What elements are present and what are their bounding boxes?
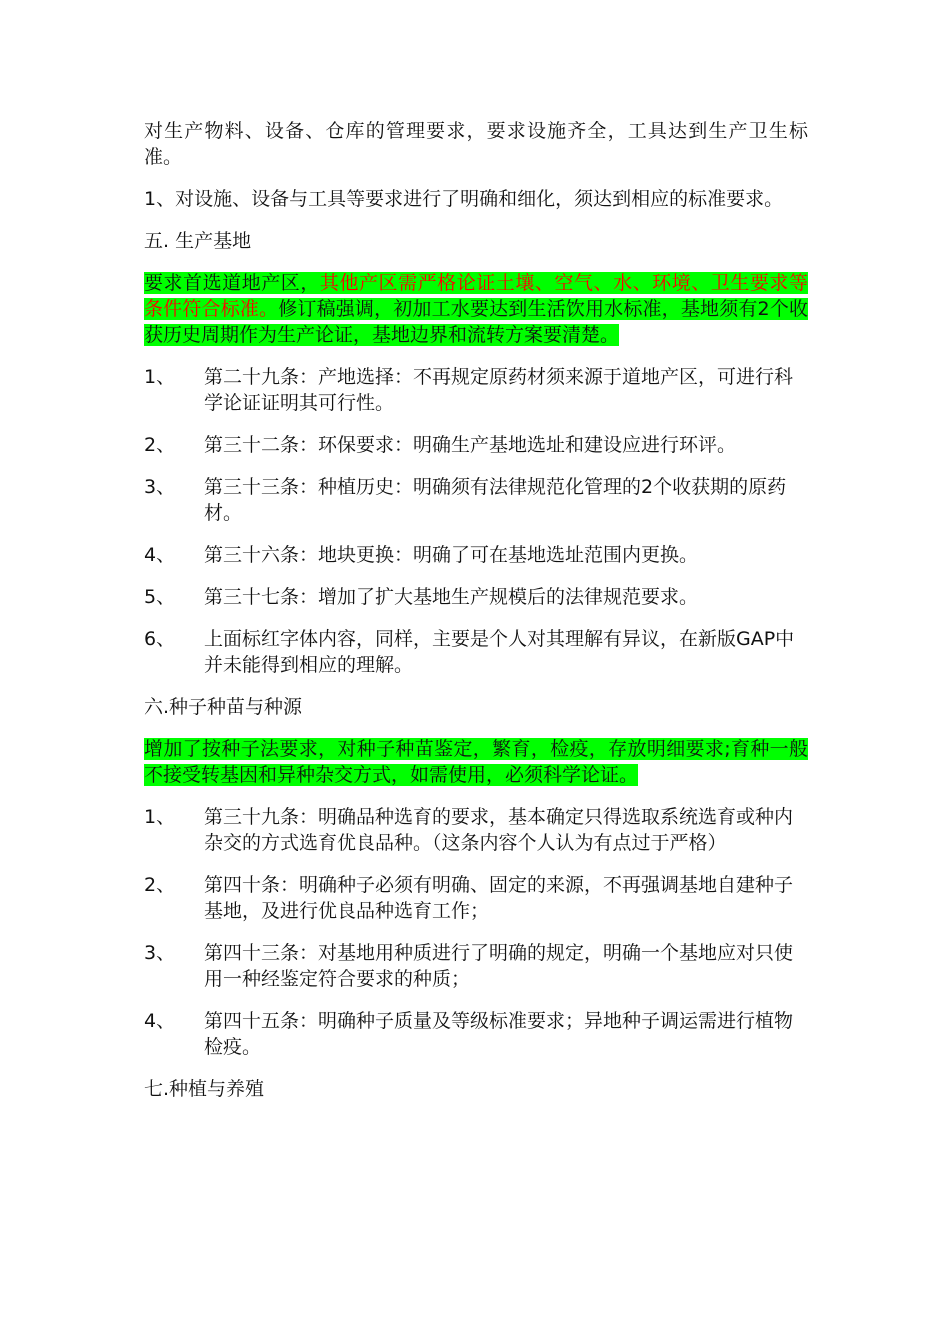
- list-item-text: 第三十三条：种植历史：明确须有法律规范化管理的2个收获期的原药材。: [204, 476, 787, 524]
- list-item: [144, 626, 808, 678]
- list-item-text: 第三十六条：地块更换：明确了可在基地选址范围内更换。: [204, 544, 699, 566]
- list-item-text: 第四十五条：明确种子质量及等级标准要求；异地种子调运需进行植物检疫。: [204, 1010, 794, 1058]
- list-item: [144, 872, 808, 924]
- list-item: [144, 940, 808, 992]
- section-5-summary: [144, 270, 808, 348]
- document-page: [144, 118, 808, 1118]
- section-5-summary-part2: 修订稿强调，初加工水要达到生活饮用水标准，基地须有2个收获历史周期作为生产论证，基地边界和流转方案要清楚。: [144, 298, 808, 346]
- section-6-summary: [144, 736, 808, 788]
- list-item-text: 第三十九条：明确品种选育的要求，基本确定只得选取系统选育或种内杂交的方式选育优良品种。（这条内容个人认为有点过于严格）: [204, 806, 794, 854]
- list-item-number: 3、: [144, 476, 176, 498]
- list-item-text: 上面标红字体内容，同样，主要是个人对其理解有异议，在新版GAP中并未能得到相应的理解。: [204, 628, 795, 676]
- section-5-summary-part1: 要求首选道地产区，: [144, 272, 320, 294]
- section-7-heading: 七.种植与养殖: [144, 1078, 265, 1100]
- list-item: [144, 364, 808, 416]
- list-item-number: 5、: [144, 586, 176, 608]
- list-item-number: 2、: [144, 434, 176, 456]
- list-item: [144, 584, 808, 610]
- section-6-heading: 六.种子种苗与种源: [144, 696, 303, 718]
- list-item-number: 4、: [144, 544, 176, 566]
- list-item-number: 2、: [144, 874, 176, 896]
- list-item-text: 第三十二条：环保要求：明确生产基地选址和建设应进行环评。: [204, 434, 737, 456]
- list-item: [144, 1008, 808, 1060]
- list-item: [144, 804, 808, 856]
- list-item-number: 1、: [144, 366, 176, 388]
- section-5-summary-red-text: 其他产区需严格论证土壤、空气、水、环境、卫生要求等条件符合标准。: [144, 272, 808, 320]
- section-6-list: [144, 804, 808, 1060]
- intro-paragraph: 对生产物料、设备、仓库的管理要求，要求设施齐全，工具达到生产卫生标准。: [144, 120, 808, 168]
- list-item-text: 第二十九条：产地选择：不再规定原药材须来源于道地产区，可进行科学论证证明其可行性。: [204, 366, 794, 414]
- section-6-summary-text: 增加了按种子法要求，对种子种苗鉴定，繁育，检疫，存放明细要求;育种一般不接受转基因和异种杂交方式，如需使用，必须科学论证。: [144, 738, 808, 786]
- list-item: [144, 474, 808, 526]
- list-item-text: 第四十条：明确种子必须有明确、固定的来源，不再强调基地自建种子基地，及进行优良品种选育工作；: [204, 874, 794, 922]
- list-item-text: 第三十七条：增加了扩大基地生产规模后的法律规范要求。: [204, 586, 699, 608]
- list-item-number: 1、: [144, 806, 176, 828]
- intro-point: 1、对设施、设备与工具等要求进行了明确和细化，须达到相应的标准要求。: [144, 188, 784, 210]
- list-item-number: 4、: [144, 1010, 176, 1032]
- list-item-number: 6、: [144, 628, 176, 650]
- list-item-text: 第四十三条：对基地用种质进行了明确的规定，明确一个基地应对只使用一种经鉴定符合要求的种质；: [204, 942, 794, 990]
- section-5-list: [144, 364, 808, 678]
- list-item: [144, 432, 808, 458]
- section-5-heading: 五. 生产基地: [144, 230, 252, 252]
- list-item: [144, 542, 808, 568]
- list-item-number: 3、: [144, 942, 176, 964]
